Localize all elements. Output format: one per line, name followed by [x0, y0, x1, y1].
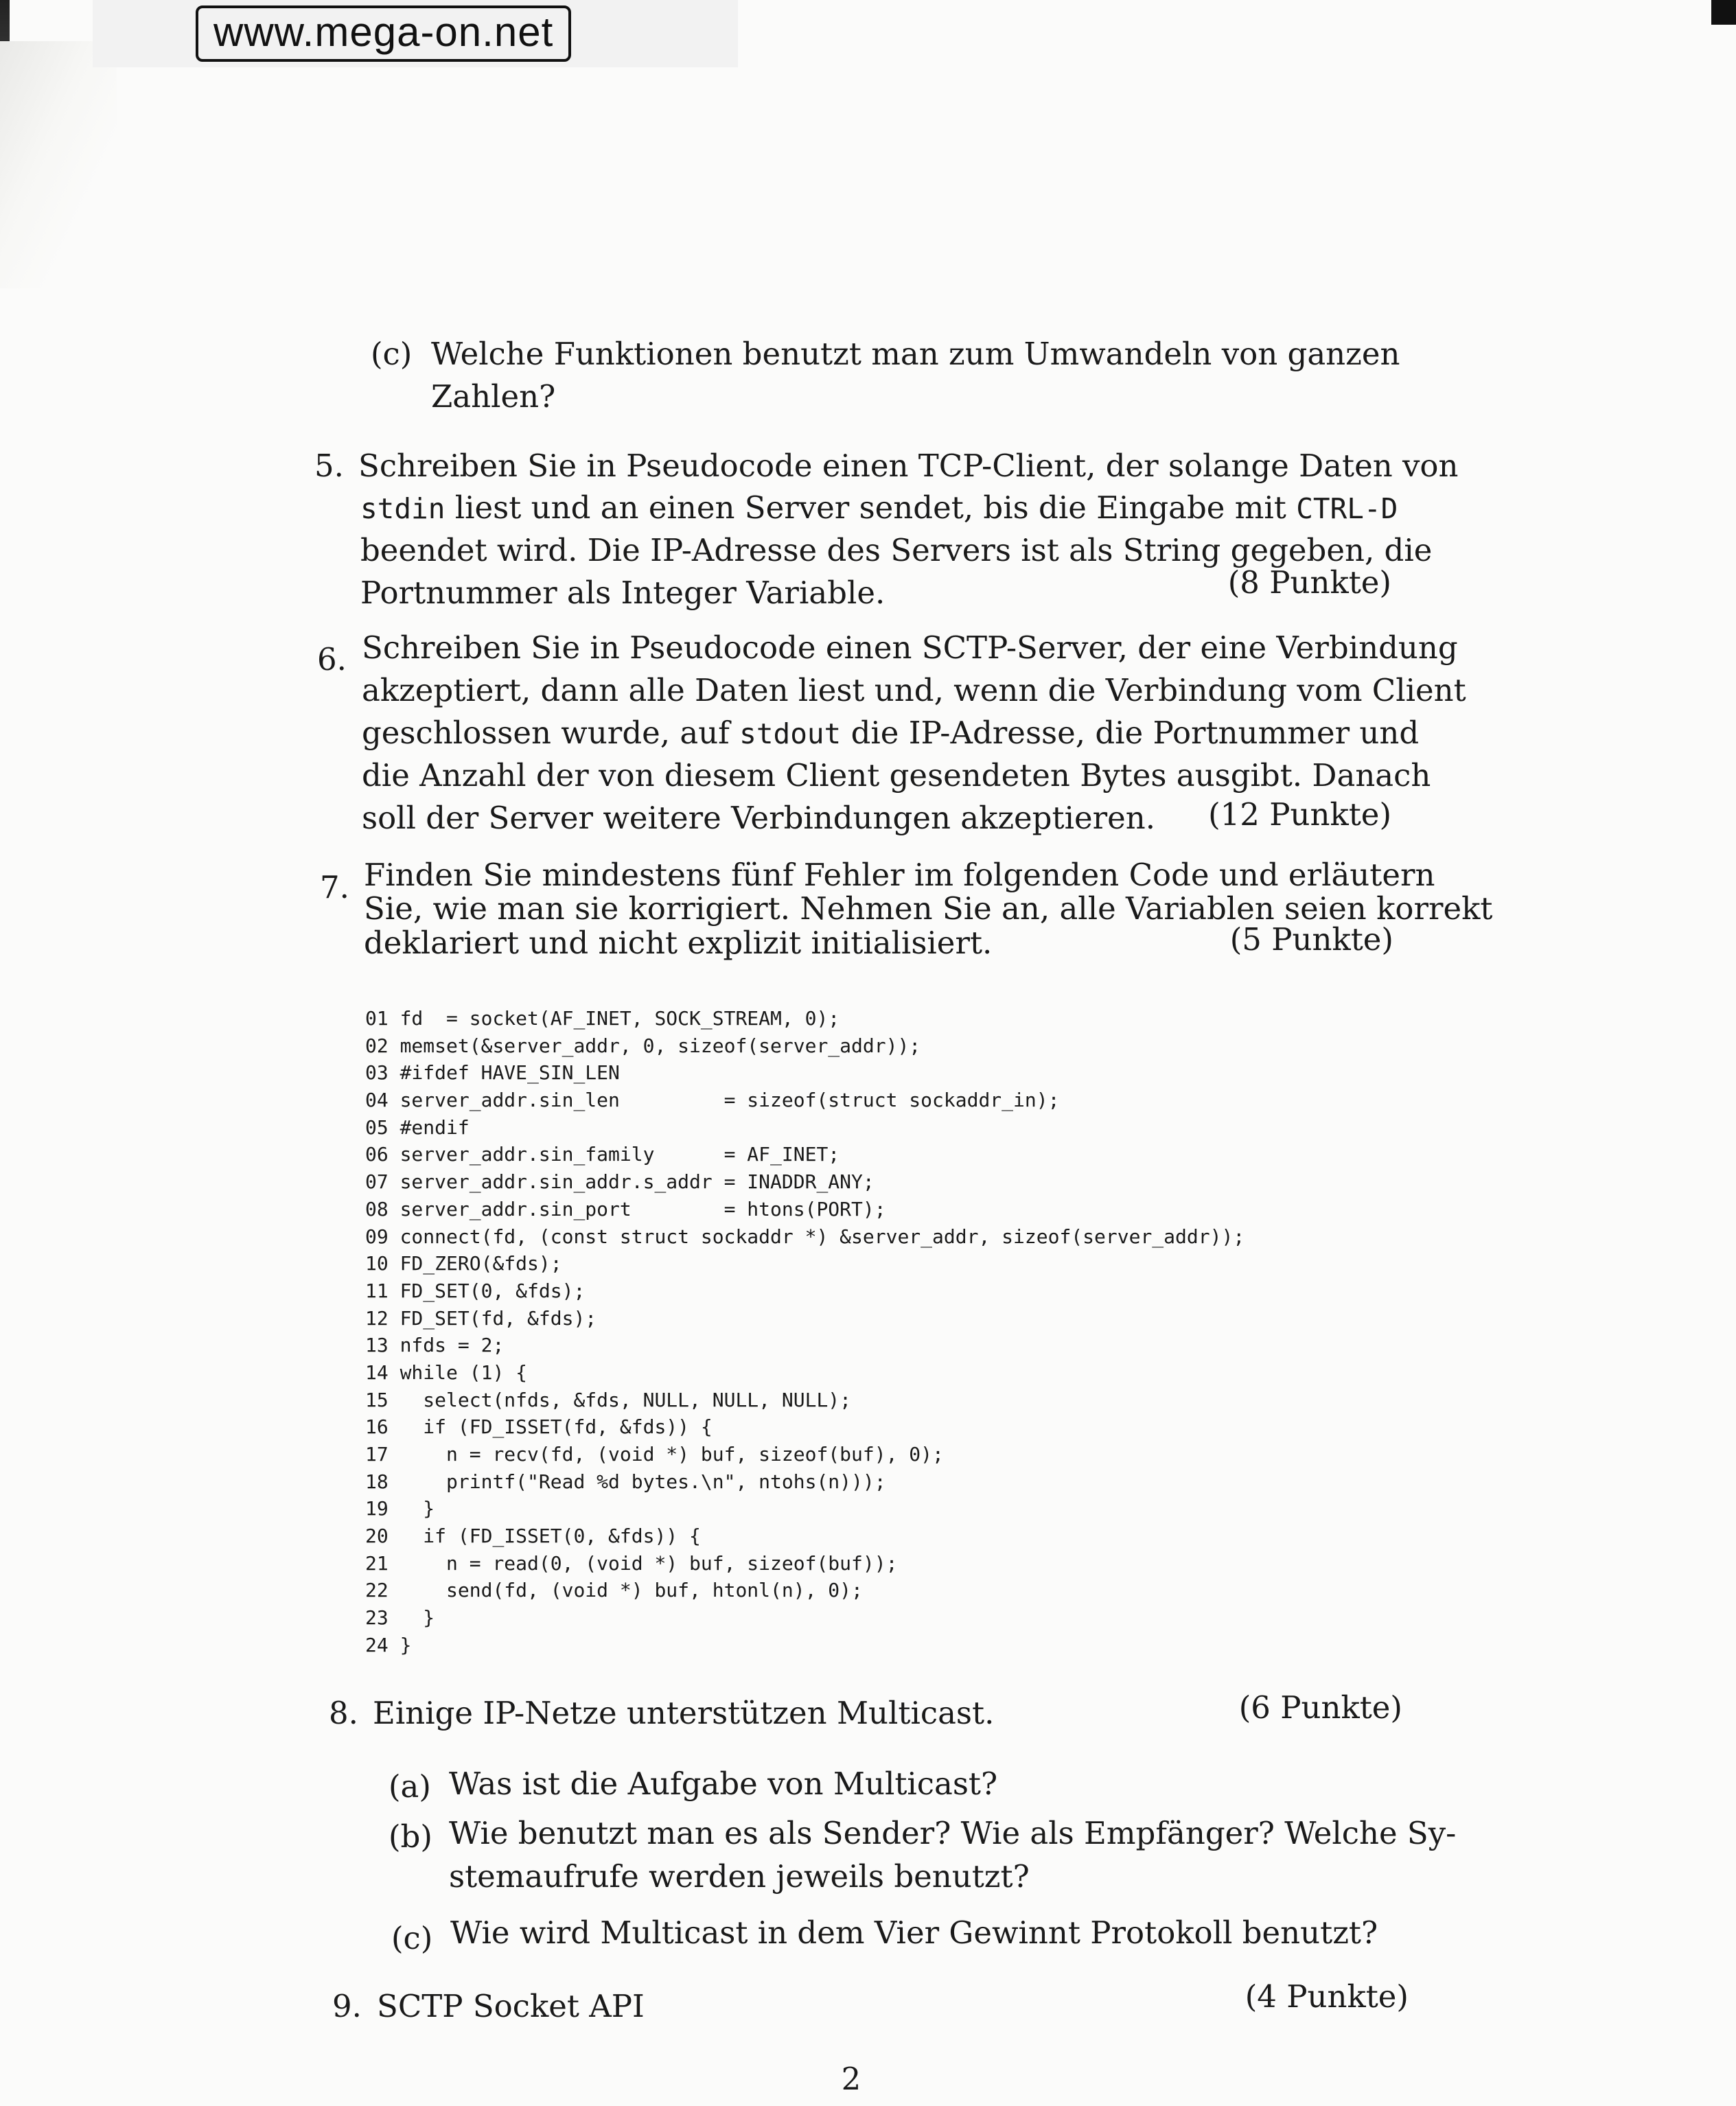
q6-line5: soll der Server weitere Verbindungen akzeptieren. [362, 800, 1156, 836]
q6-points: (12 Punkte) [1208, 796, 1391, 833]
code-line-text: #endif [400, 1115, 470, 1139]
code-line [365, 1550, 1245, 1577]
code-line-text: FD_SET(0, &fds); [400, 1279, 586, 1302]
code-line-text: FD_ZERO(&fds); [400, 1252, 562, 1275]
item-4c-line1: Welche Funktionen benutzt man zum Umwandeln von ganzen [431, 336, 1400, 372]
code-line-text: #ifdef HAVE_SIN_LEN [400, 1061, 620, 1085]
q5-code-stdin: stdin [360, 492, 445, 525]
q5-number: 5. [314, 448, 344, 484]
q7-points: (5 Punkte) [1229, 921, 1393, 958]
code-line-number: 05 [365, 1115, 389, 1139]
code-line [365, 1332, 1245, 1359]
code-line-text: memset(&server_addr, 0, sizeof(server_addr)); [400, 1034, 921, 1057]
code-line-text: server_addr.sin_len = sizeof(struct sockaddr_in); [400, 1089, 1060, 1112]
code-line [365, 1495, 1245, 1523]
code-line-text: send(fd, (void *) buf, htonl(n), 0); [400, 1579, 863, 1602]
code-line [365, 1468, 1245, 1496]
code-line [365, 1359, 1245, 1387]
code-line [365, 1577, 1245, 1604]
code-line-number: 06 [365, 1143, 389, 1166]
q9-number: 9. [332, 1988, 362, 2024]
code-line [365, 1059, 1245, 1087]
code-line-number: 12 [365, 1306, 389, 1330]
code-line-number: 23 [365, 1606, 389, 1630]
q8-c-label: (c) [391, 1920, 433, 1956]
page-number: 2 [841, 2061, 861, 2097]
code-line [365, 1141, 1245, 1168]
q6-line3-a: geschlossen wurde, auf [362, 715, 730, 751]
code-line-number: 21 [365, 1551, 389, 1575]
q6-number: 6. [317, 641, 347, 678]
code-line-text: } [400, 1497, 435, 1520]
q8-c-text: Wie wird Multicast in dem Vier Gewinnt Protokoll benutzt? [450, 1914, 1378, 1951]
watermark-stamp [93, 0, 738, 67]
code-line-text: printf("Read %d bytes.\n", ntohs(n))); [400, 1470, 886, 1493]
q5-line2-text: liest und an einen Server sendet, bis die Eingabe mit [454, 489, 1286, 526]
code-line-text: } [400, 1606, 435, 1630]
code-line-number: 10 [365, 1252, 389, 1275]
code-line-text: n = recv(fd, (void *) buf, sizeof(buf), 0); [400, 1443, 944, 1466]
code-line [365, 1632, 1245, 1659]
code-line-text: n = read(0, (void *) buf, sizeof(buf)); [400, 1551, 898, 1575]
code-line [365, 1305, 1245, 1332]
q6-line1: Schreiben Sie in Pseudocode einen SCTP-Server, der eine Verbindung [362, 629, 1458, 666]
code-line [365, 1250, 1245, 1277]
code-line-number: 24 [365, 1633, 389, 1656]
q6-line3-b: die IP-Adresse, die Portnummer und [850, 715, 1420, 751]
code-listing [365, 1005, 1245, 1659]
q7-line1: Finden Sie mindestens fünf Fehler im folgenden Code und erläutern [364, 857, 1435, 893]
scan-corner [1711, 0, 1736, 25]
q6-line3 [362, 712, 1420, 755]
code-line-text: while (1) { [400, 1361, 528, 1384]
q6-line4: die Anzahl der von diesem Client gesendeten Bytes ausgibt. Danach [362, 757, 1431, 794]
code-line [365, 1032, 1245, 1060]
q6-line2: akzeptiert, dann alle Daten liest und, wenn die Verbindung vom Client [362, 672, 1466, 708]
code-line [365, 1087, 1245, 1114]
q5-code-ctrl-d: CTRL-D [1296, 492, 1398, 525]
q5-line4: Portnummer als Integer Variable. [360, 575, 886, 611]
code-line [365, 1413, 1245, 1441]
code-line-text: } [400, 1633, 412, 1656]
item-4c-line2: Zahlen? [431, 378, 556, 415]
code-line-number: 14 [365, 1361, 389, 1384]
code-line-text: select(nfds, &fds, NULL, NULL, NULL); [400, 1388, 852, 1411]
q5-line3: beendet wird. Die IP-Adresse des Servers ist als String gegeben, die [360, 532, 1433, 568]
code-line-number: 01 [365, 1007, 389, 1030]
q5-points: (8 Punkte) [1227, 564, 1391, 601]
code-line-text: nfds = 2; [400, 1334, 505, 1357]
code-line-number: 07 [365, 1170, 389, 1194]
q7-line3: deklariert und nicht explizit initialisiert. [364, 925, 993, 961]
code-line-number: 15 [365, 1388, 389, 1411]
code-line-number: 16 [365, 1415, 389, 1439]
code-line-number: 13 [365, 1334, 389, 1357]
code-line [365, 1441, 1245, 1468]
q5-line1: Schreiben Sie in Pseudocode einen TCP-Client, der solange Daten von [358, 448, 1459, 484]
code-line-number: 04 [365, 1089, 389, 1112]
code-line [365, 1005, 1245, 1032]
q8-b-label: (b) [389, 1818, 432, 1855]
code-line-number: 02 [365, 1034, 389, 1057]
q8-points: (6 Punkte) [1238, 1689, 1402, 1726]
q7-line2: Sie, wie man sie korrigiert. Nehmen Sie an, alle Variablen seien korrekt [364, 890, 1493, 927]
code-line-text: if (FD_ISSET(0, &fds)) { [400, 1525, 701, 1548]
code-line-number: 22 [365, 1579, 389, 1602]
code-line-number: 20 [365, 1525, 389, 1548]
code-line [365, 1114, 1245, 1142]
q7-number: 7. [320, 869, 349, 905]
watermark-text: www.mega-on.net [196, 5, 571, 62]
code-line-text: server_addr.sin_family = AF_INET; [400, 1143, 840, 1166]
code-line-number: 09 [365, 1225, 389, 1248]
code-line [365, 1168, 1245, 1196]
code-line [365, 1604, 1245, 1632]
code-line-number: 08 [365, 1197, 389, 1220]
code-line [365, 1277, 1245, 1305]
code-line [365, 1196, 1245, 1223]
code-line-text: fd = socket(AF_INET, SOCK_STREAM, 0); [400, 1007, 840, 1030]
q5-line2 [360, 487, 1398, 530]
q8-a-label: (a) [389, 1768, 431, 1805]
code-line-number: 18 [365, 1470, 389, 1493]
code-line-number: 11 [365, 1279, 389, 1302]
q8-b-line1: Wie benutzt man es als Sender? Wie als Empfänger? Welche Sy- [449, 1815, 1457, 1851]
code-line [365, 1223, 1245, 1251]
code-line-number: 17 [365, 1443, 389, 1466]
code-line [365, 1387, 1245, 1414]
code-line-text: server_addr.sin_addr.s_addr = INADDR_ANY; [400, 1170, 875, 1194]
code-line-number: 03 [365, 1061, 389, 1085]
code-line-text: connect(fd, (const struct sockaddr *) &server_addr, sizeof(server_addr)); [400, 1225, 1245, 1248]
q9-title: SCTP Socket API [377, 1988, 645, 2024]
code-line [365, 1523, 1245, 1550]
code-line-text: FD_SET(fd, &fds); [400, 1306, 597, 1330]
code-line-text: if (FD_ISSET(fd, &fds)) { [400, 1415, 713, 1439]
q8-title: Einige IP-Netze unterstützen Multicast. [373, 1695, 995, 1731]
q8-b-line2: stemaufrufe werden jeweils benutzt? [449, 1858, 1030, 1895]
q9-points: (4 Punkte) [1245, 1978, 1409, 2015]
code-line-text: server_addr.sin_port = htons(PORT); [400, 1197, 886, 1220]
q6-code-stdout: stdout [739, 717, 842, 750]
q8-number: 8. [329, 1695, 358, 1731]
item-4c-label: (c) [371, 336, 413, 372]
q8-a-text: Was ist die Aufgabe von Multicast? [449, 1766, 998, 1802]
code-line-number: 19 [365, 1497, 389, 1520]
paper-fold [0, 41, 117, 288]
